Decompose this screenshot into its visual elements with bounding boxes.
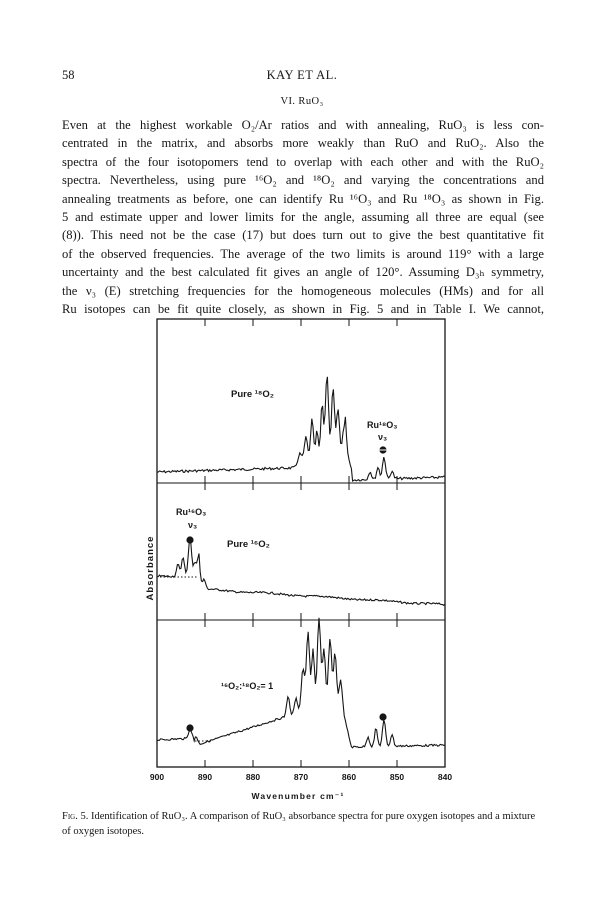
body-line: Ru isotopes can be fit quite closely, as shown in Fig. 5 and in Table I. We cannot, (62, 302, 544, 317)
body-line: Even at the highest workable O₂/Ar ratios and with annealing, RuO₃ is less con- (62, 118, 544, 132)
body-line: of the observed frequencies. The average of the two limits is around 119° with a large (62, 246, 544, 261)
running-head: KAY ET AL. (266, 68, 338, 82)
y-axis-label: Absorbance (145, 535, 156, 601)
body-line: 5 and estimate upper and lower limits for the angle, assuming all three are equal (see (62, 210, 544, 225)
marker-sublabel: ν₃ (378, 432, 388, 442)
panel-label: Pure ¹⁸O₂ (231, 389, 275, 400)
page-number: 58 (62, 68, 75, 82)
peak-marker (186, 724, 193, 731)
body-line: spectra. Nevertheless, using pure ¹⁶O₂ and ¹⁸O₂ and varying the concentrations and (62, 173, 544, 188)
peak-marker (186, 536, 193, 543)
marker-label: Ru¹⁶O₃ (176, 507, 207, 517)
spectrum-trace-pure-16o2 (157, 540, 445, 606)
x-tick-label: 850 (389, 772, 405, 782)
x-tick-label: 890 (197, 772, 213, 782)
peak-marker (379, 713, 386, 720)
body-line: centrated in the matrix, and absorbs more weakly than RuO and RuO₂. Also the (62, 136, 544, 151)
figure-caption (62, 810, 544, 839)
marker-label: Ru¹⁸O₃ (367, 420, 398, 430)
caption-text: Identification of RuO₃. A comparison of RuO₃ absorbance spectra for pure oxygen isotopes and a mixture of oxygen isotopes. (62, 811, 536, 837)
plot-frame (157, 319, 445, 767)
x-tick-label: 900 (149, 772, 165, 782)
body-line: spectra of the four isotopomers tend to overlap with each other and with the RuO₂ (62, 154, 544, 169)
body-line: (8)). This need not be the case (17) but does turn out to give the best quantitative fit (62, 228, 544, 243)
figure-5 (0, 300, 604, 810)
tick-marks (157, 319, 445, 767)
body-line: annealing treatments as before, one can identify Ru ¹⁶O₃ and Ru ¹⁸O₃ as shown in Fig. (62, 191, 544, 206)
body-paragraph (62, 116, 544, 318)
caption-lead: Fig. 5. (62, 811, 89, 822)
body-line: uncertainty and the best calculated fit gives an angle of 120°. Assuming D₃ₕ symmetry, (62, 265, 544, 280)
x-tick-label: 860 (341, 772, 357, 782)
x-axis-label: Wavenumber cm⁻¹ (251, 791, 345, 801)
spectrum-trace-mixture (157, 618, 445, 748)
x-tick-labels (150, 772, 452, 782)
x-tick-label: 870 (293, 772, 309, 782)
body-line: the ν₃ (E) stretching frequencies for the homogeneous molecules (HMs) and for all (62, 283, 544, 298)
marker-sublabel: ν₃ (188, 520, 198, 530)
panel-label: ¹⁶O₂:¹⁸O₂= 1 (221, 681, 274, 691)
x-tick-label: 880 (245, 772, 261, 782)
x-tick-label: 840 (437, 772, 453, 782)
section-title: VI. RuO₃ (280, 96, 324, 107)
panel-label: Pure ¹⁶O₂ (227, 539, 270, 550)
spectrum-trace-pure-18o2 (157, 377, 445, 481)
